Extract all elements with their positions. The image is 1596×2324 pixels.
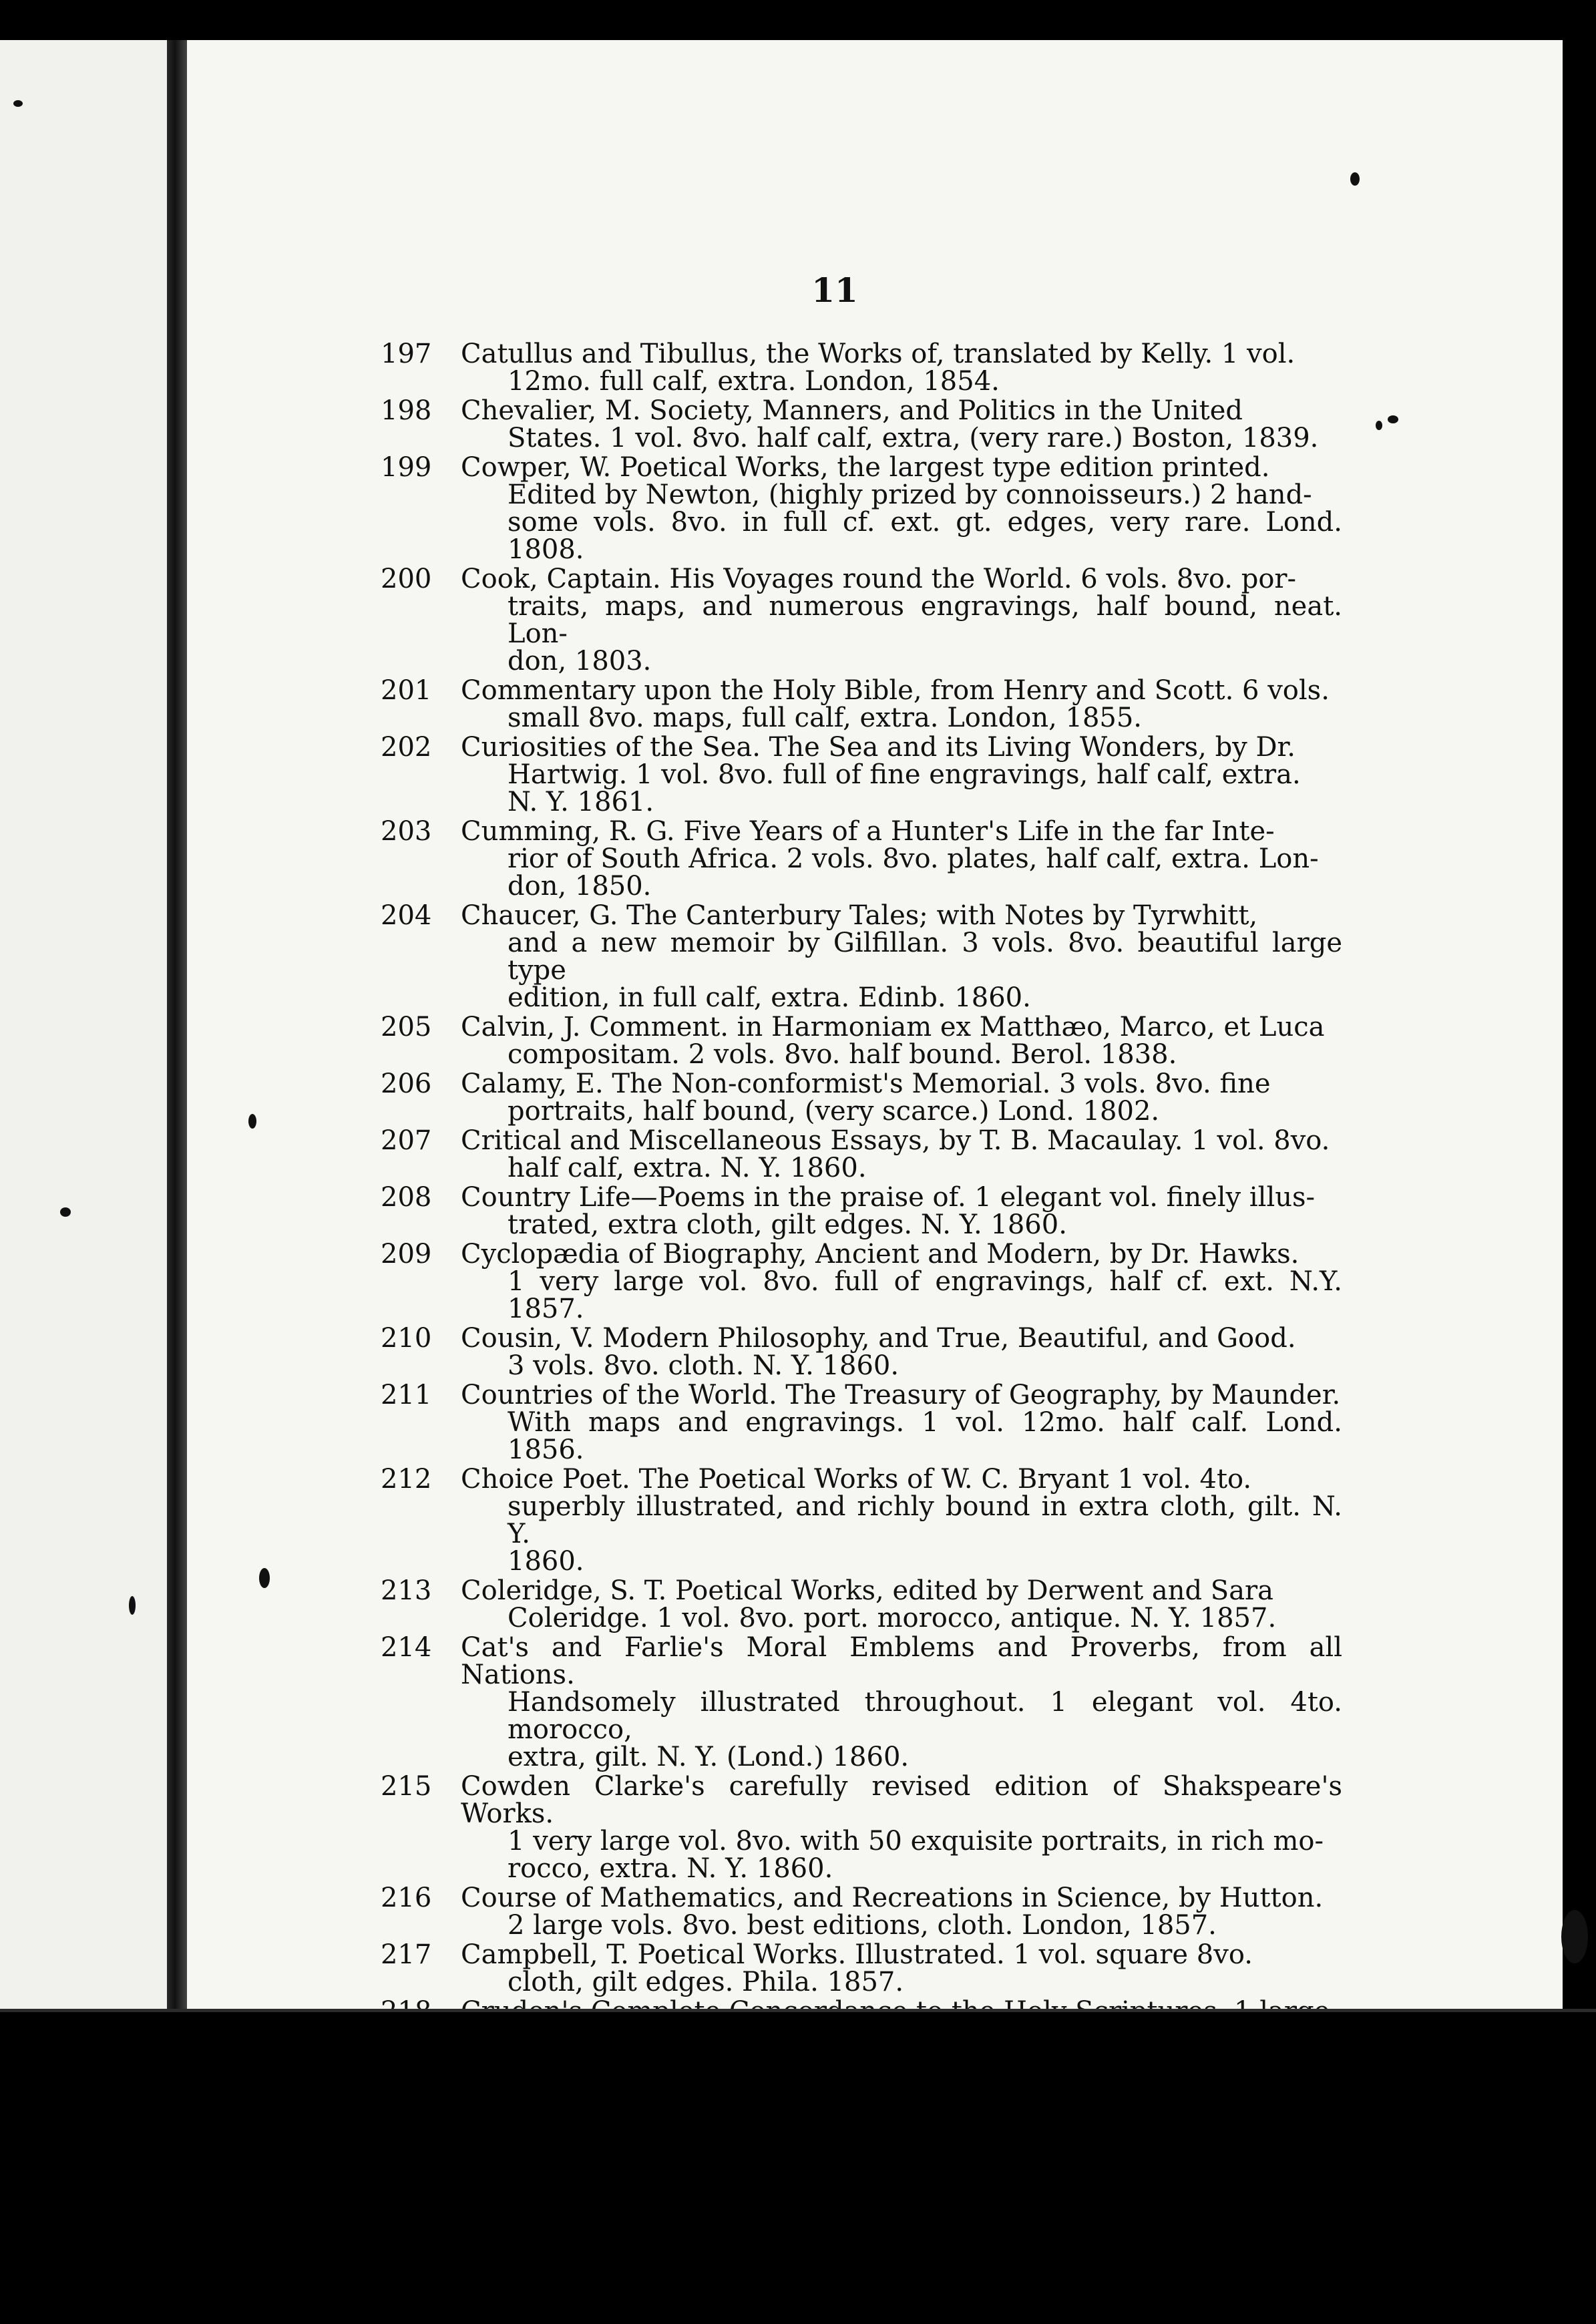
entry-description	[461, 1577, 1342, 1632]
ink-speck	[259, 1568, 270, 1588]
entry-line: Country Life—Poems in the praise of. 1 elegant vol. finely illus-	[461, 1182, 1316, 1213]
entry-line: 12mo. full calf, extra. London, 1854.	[508, 366, 1000, 397]
catalogue-entry	[381, 1466, 1342, 1575]
entry-line: Coleridge. 1 vol. 8vo. port. morocco, antique. N. Y. 1857.	[508, 1603, 1277, 1633]
entry-number: 208	[381, 1182, 432, 1213]
catalogue-entry	[381, 1014, 1342, 1069]
entry-number: 198	[381, 395, 432, 426]
entry-description	[461, 1127, 1342, 1182]
entry-line: 3 vols. 8vo. cloth. N. Y. 1860.	[508, 1350, 900, 1381]
entry-line: 1 very large vol. 8vo. full of engravings, half cf. ext. N.Y. 1857.	[508, 1266, 1342, 1324]
entry-description	[461, 397, 1342, 452]
entry-number: 210	[381, 1323, 432, 1354]
catalogue-entry	[381, 677, 1342, 732]
catalogue-entry	[381, 1382, 1342, 1464]
entry-line: With maps and engravings. 1 vol. 12mo. half calf. Lond. 1856.	[508, 1407, 1342, 1465]
ink-speck	[1376, 421, 1382, 430]
entry-number: 200	[381, 564, 432, 594]
entry-number: 216	[381, 1883, 432, 1913]
entry-description	[461, 1634, 1342, 1771]
entry-description	[461, 1773, 1342, 1883]
entry-line: Commentary upon the Holy Bible, from Henry and Scott. 6 vols.	[461, 675, 1330, 706]
entry-description	[461, 1466, 1342, 1575]
catalogue-entries	[381, 341, 1342, 2055]
entry-description	[461, 1184, 1342, 1239]
entry-line: trated, extra cloth, gilt edges. N. Y. 1860.	[508, 1209, 1067, 1240]
entry-line: Catullus and Tibullus, the Works of, translated by Kelly. 1 vol.	[461, 339, 1295, 369]
entry-number: 211	[381, 1380, 432, 1410]
entry-number: 212	[381, 1464, 432, 1495]
entry-description	[461, 454, 1342, 564]
entry-line: rior of South Africa. 2 vols. 8vo. plates, half calf, extra. Lon-	[508, 843, 1319, 874]
entry-line: don, 1803.	[508, 646, 652, 676]
entry-number: 217	[381, 1939, 432, 1970]
entry-line: cloth, gilt edges. Phila. 1857.	[508, 1967, 904, 1997]
entry-number: 215	[381, 1771, 432, 1802]
entry-line: Cousin, V. Modern Philosophy, and True, Beautiful, and Good.	[461, 1323, 1296, 1354]
catalogue-entry	[381, 1634, 1342, 1771]
entry-description	[461, 1325, 1342, 1380]
entry-line: traits, maps, and numerous engravings, half bound, neat. Lon-	[508, 591, 1342, 649]
entry-line: 1 very large vol. 8vo. with 50 exquisite portraits, in rich mo-	[508, 1826, 1324, 1857]
entry-line: rocco, extra. N. Y. 1860.	[508, 1853, 833, 1884]
entry-line: Campbell, T. Poetical Works. Illustrated. 1 vol. square 8vo.	[461, 1939, 1253, 1970]
entry-line: extra, gilt. N. Y. (Lond.) 1860.	[508, 1742, 910, 1772]
entry-line: some vols. 8vo. in full cf. ext. gt. edges, very rare. Lond. 1808.	[508, 507, 1342, 565]
entry-line: Hartwig. 1 vol. 8vo. full of fine engravings, half calf, extra.	[508, 759, 1301, 790]
entry-line: small 8vo. maps, full calf, extra. London, 1855.	[508, 703, 1143, 733]
entry-line: N. Y. 1861.	[508, 787, 654, 817]
entry-description	[461, 677, 1342, 732]
entry-line: half calf, extra. N. Y. 1860.	[508, 1153, 867, 1183]
entry-description	[461, 1014, 1342, 1069]
entry-line: Chevalier, M. Society, Manners, and Politics in the United	[461, 395, 1243, 426]
entry-line: superbly illustrated, and richly bound in extra cloth, gilt. N. Y.	[508, 1491, 1342, 1549]
catalogue-entry	[381, 1071, 1342, 1125]
entry-line: Course of Mathematics, and Recreations in Science, by Hutton.	[461, 1883, 1324, 1913]
entry-line: Calvin, J. Comment. in Harmoniam ex Matthæo, Marco, et Luca	[461, 1012, 1325, 1042]
catalogue-entry	[381, 1325, 1342, 1380]
entry-line: Cyclopædia of Biography, Ancient and Modern, by Dr. Hawks.	[461, 1239, 1300, 1270]
entry-line: 2 large vols. 8vo. best editions, cloth. London, 1857.	[508, 1910, 1217, 1941]
entry-line: Cat's and Farlie's Moral Emblems and Proverbs, from all Nations.	[461, 1632, 1342, 1690]
entry-line: compositam. 2 vols. 8vo. half bound. Berol. 1838.	[508, 1039, 1177, 1070]
entry-number: 206	[381, 1069, 432, 1099]
catalogue-entry	[381, 818, 1342, 900]
entry-description	[461, 1941, 1342, 1996]
entry-line: Calamy, E. The Non-conformist's Memorial. 3 vols. 8vo. fine	[461, 1069, 1271, 1099]
entry-description	[461, 1382, 1342, 1464]
entry-line: States. 1 vol. 8vo. half calf, extra, (very rare.) Boston, 1839.	[508, 423, 1319, 453]
ink-speck	[60, 1207, 71, 1217]
entry-line: Cumming, R. G. Five Years of a Hunter's Life in the far Inte-	[461, 816, 1275, 847]
entry-number: 199	[381, 452, 432, 483]
entry-line: Cowden Clarke's carefully revised edition of Shakspeare's Works.	[461, 1771, 1342, 1829]
ink-speck	[13, 100, 23, 107]
catalogue-entry	[381, 566, 1342, 675]
entry-line: Cook, Captain. His Voyages round the World. 6 vols. 8vo. por-	[461, 564, 1297, 594]
entry-line: Cowper, W. Poetical Works, the largest type edition printed.	[461, 452, 1270, 483]
ink-speck	[248, 1114, 256, 1129]
entry-number: 214	[381, 1632, 432, 1663]
ink-speck	[1561, 1910, 1588, 1963]
entry-description	[461, 902, 1342, 1012]
entry-line: don, 1850.	[508, 871, 652, 902]
entry-number: 205	[381, 1012, 432, 1042]
entry-line: Chaucer, G. The Canterbury Tales; with Notes by Tyrwhitt,	[461, 900, 1258, 931]
catalogue-entry	[381, 341, 1342, 395]
catalogue-entry	[381, 1885, 1342, 1939]
catalogue-entry	[381, 1241, 1342, 1323]
entry-line: and a new memoir by Gilfillan. 3 vols. 8vo. beautiful large type	[508, 928, 1342, 986]
entry-number: 201	[381, 675, 432, 706]
entry-description	[461, 341, 1342, 395]
entry-description	[461, 566, 1342, 675]
catalogue-entry	[381, 397, 1342, 452]
catalogue-entry	[381, 734, 1342, 816]
entry-number: 209	[381, 1239, 432, 1270]
entry-line: portraits, half bound, (very scarce.) Lond. 1802.	[508, 1096, 1160, 1127]
ink-speck	[1388, 415, 1398, 423]
catalogue-entry	[381, 1941, 1342, 1996]
entry-line: Coleridge, S. T. Poetical Works, edited by Derwent and Sara	[461, 1575, 1274, 1606]
catalogue-entry	[381, 1127, 1342, 1182]
scan-margin	[0, 2012, 1596, 2324]
entry-number: 197	[381, 339, 432, 369]
ink-speck	[129, 1596, 136, 1615]
entry-description	[461, 1241, 1342, 1323]
entry-line: Curiosities of the Sea. The Sea and its Living Wonders, by Dr.	[461, 732, 1295, 763]
entry-line: Edited by Newton, (highly prized by connoisseurs.) 2 hand-	[508, 479, 1312, 510]
catalogue-entry	[381, 902, 1342, 1012]
entry-description	[461, 818, 1342, 900]
entry-line: Handsomely illustrated throughout. 1 elegant vol. 4to. morocco,	[508, 1687, 1342, 1745]
entry-description	[461, 1071, 1342, 1125]
entry-line: 1860.	[508, 1546, 584, 1577]
page-number: 11	[811, 270, 858, 310]
entry-number: 204	[381, 900, 432, 931]
ink-speck	[1350, 172, 1360, 186]
catalogue-entry	[381, 1577, 1342, 1632]
entry-number: 207	[381, 1125, 432, 1156]
entry-line: Choice Poet. The Poetical Works of W. C. Bryant 1 vol. 4to.	[461, 1464, 1252, 1495]
entry-number: 202	[381, 732, 432, 763]
catalogue-entry	[381, 1184, 1342, 1239]
entry-line: Countries of the World. The Treasury of Geography, by Maunder.	[461, 1380, 1341, 1410]
catalogue-entry	[381, 1773, 1342, 1883]
entry-description	[461, 1885, 1342, 1939]
catalogue-entry	[381, 454, 1342, 564]
entry-line: edition, in full calf, extra. Edinb. 1860.	[508, 982, 1031, 1013]
entry-number: 213	[381, 1575, 432, 1606]
facing-page-edge	[0, 40, 167, 2010]
binding-gutter	[167, 40, 187, 2010]
entry-line: Critical and Miscellaneous Essays, by T. B. Macaulay. 1 vol. 8vo.	[461, 1125, 1330, 1156]
entry-description	[461, 734, 1342, 816]
entry-number: 203	[381, 816, 432, 847]
